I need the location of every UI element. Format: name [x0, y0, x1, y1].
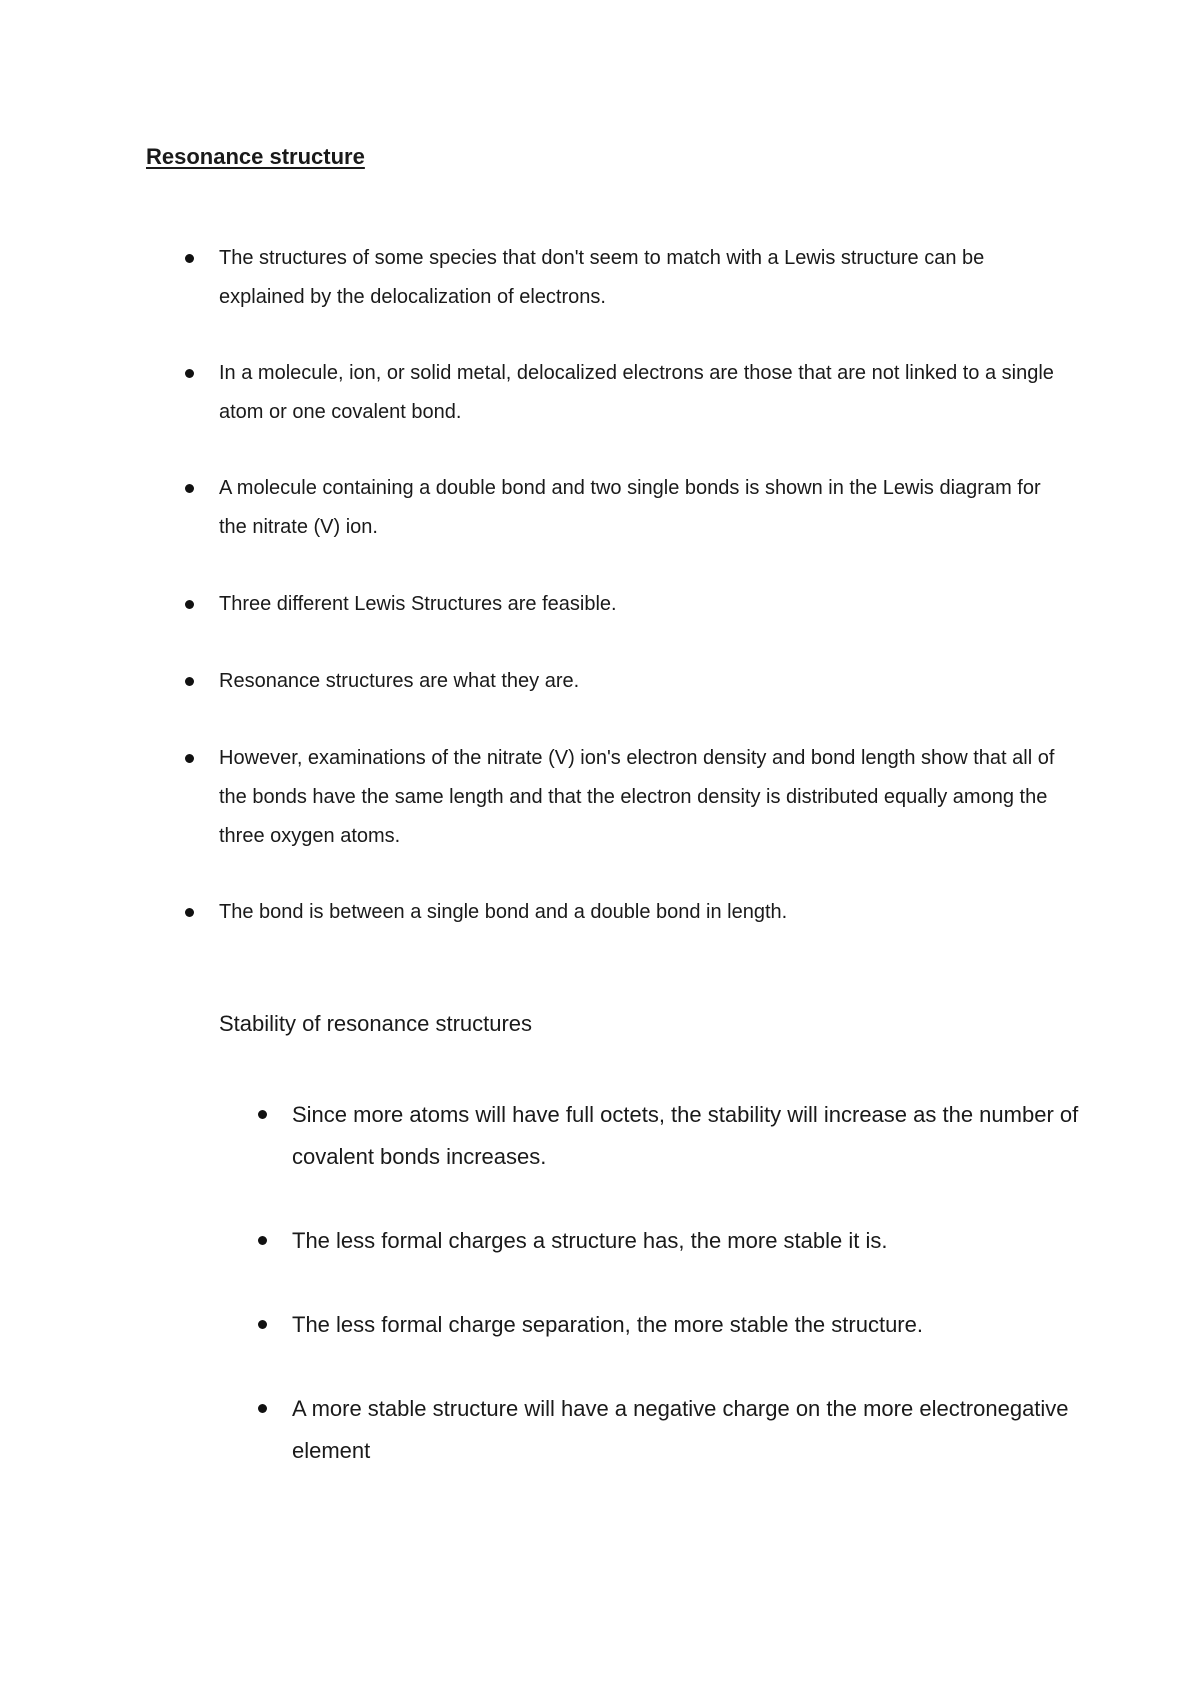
bullet-icon — [258, 1320, 267, 1329]
list-item — [219, 585, 1069, 624]
list-item — [219, 893, 1069, 932]
list-item — [292, 1388, 1092, 1472]
list-item — [219, 354, 1069, 432]
bullet-icon — [185, 754, 194, 763]
list-item-text: Resonance structures are what they are. — [219, 670, 580, 692]
list-item — [219, 469, 1069, 547]
bullet-icon — [185, 677, 194, 686]
list-item — [292, 1094, 1092, 1178]
list-item — [219, 239, 1069, 317]
bullet-icon — [258, 1404, 267, 1413]
bullet-icon — [185, 600, 194, 609]
list-item-text: The less formal charges a structure has, the more stable it is. — [292, 1228, 888, 1253]
list-item-text: A molecule containing a double bond and two single bonds is shown in the Lewis diagram for the nitrate (V) ion. — [219, 477, 1041, 538]
bullet-icon — [258, 1236, 267, 1245]
bullet-icon — [185, 484, 194, 493]
bullet-icon — [185, 254, 194, 263]
list-item — [219, 739, 1069, 856]
list-item — [292, 1220, 1092, 1262]
page-title: Resonance structure — [146, 144, 365, 169]
list-item-text: A more stable structure will have a negative charge on the more electronegative element — [292, 1396, 1069, 1463]
list-item-text: The bond is between a single bond and a double bond in length. — [219, 901, 788, 923]
list-item — [292, 1304, 1092, 1346]
bullet-icon — [185, 369, 194, 378]
bullet-icon — [258, 1110, 267, 1119]
list-item-text: In a molecule, ion, or solid metal, delocalized electrons are those that are not linked to a single atom or one covalent bond. — [219, 362, 1054, 423]
list-item-text: Since more atoms will have full octets, the stability will increase as the number of covalent bonds increases. — [292, 1102, 1079, 1169]
list-item-text: However, examinations of the nitrate (V) ion's electron density and bond length show that all of the bonds have the same length and that the electron density is distributed equally among the three oxygen atoms. — [219, 747, 1055, 847]
list-item-text: The less formal charge separation, the more stable the structure. — [292, 1312, 923, 1337]
section-heading: Stability of resonance structures — [219, 1011, 533, 1036]
list-item — [219, 662, 1069, 701]
list-item-text: The structures of some species that don't seem to match with a Lewis structure can be explained by the delocalization of electrons. — [219, 247, 985, 308]
list-item-text: Three different Lewis Structures are feasible. — [219, 593, 617, 615]
bullet-icon — [185, 908, 194, 917]
